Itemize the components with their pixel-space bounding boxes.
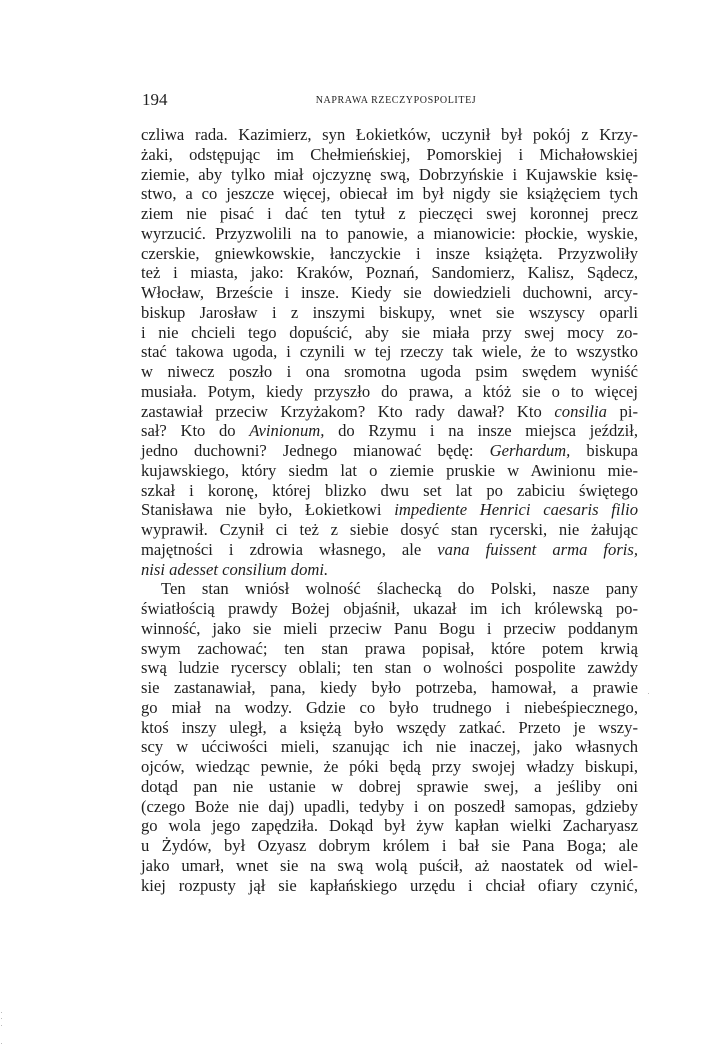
page-header bbox=[140, 90, 638, 112]
text-line bbox=[141, 303, 638, 323]
scan-speck bbox=[1, 1025, 2, 1026]
text-segment: ziem nie pisać i dać ten tytuł z pieczęci swej koronnej precz bbox=[141, 204, 638, 223]
text-line bbox=[141, 540, 638, 560]
text-segment: go miał na wodzy. Gdzie co było trudnego i niebeśpiecznego, bbox=[141, 697, 638, 717]
text-segment: pi- bbox=[606, 401, 638, 421]
italic-latin-phrase: vana fuissent arma foris, bbox=[437, 539, 638, 559]
page-number: 194 bbox=[142, 90, 168, 109]
text-line bbox=[141, 323, 638, 343]
text-line bbox=[141, 816, 638, 836]
text-line bbox=[141, 560, 638, 580]
italic-latin-phrase: impediente Henrici caesaris filio bbox=[394, 500, 638, 520]
text-line bbox=[141, 599, 638, 619]
text-line bbox=[141, 263, 638, 283]
scan-speck bbox=[1, 1043, 2, 1044]
text-segment: biskupa bbox=[570, 441, 638, 460]
text-line bbox=[141, 283, 638, 303]
text-segment: wyprawił. Czynił ci też z siebie dosyć stan rycerski, nie żałując bbox=[141, 520, 638, 539]
text-segment: winność, jako sie mieli przeciw Panu Bogu i przeciw poddanym bbox=[141, 618, 638, 638]
italic-latin-phrase: consilia bbox=[554, 401, 607, 421]
italic-latin-phrase: Gerhardum, bbox=[489, 441, 571, 460]
text-line bbox=[141, 658, 638, 678]
text-line bbox=[141, 737, 638, 757]
text-segment: musiała. Potym, kiedy przyszło do prawa, a któż sie o to więcej bbox=[141, 381, 638, 401]
text-line bbox=[141, 876, 638, 896]
text-line bbox=[141, 836, 638, 856]
italic-latin-phrase: Avinionum, bbox=[249, 421, 325, 441]
text-segment: majętności i zdrowia własnego, ale bbox=[141, 539, 438, 559]
text-line bbox=[141, 382, 638, 402]
italic-latin-phrase: nisi adesset consilium domi. bbox=[141, 559, 329, 579]
text-segment: światłością prawdy Bożej objaśnił, ukazał im ich królewską po- bbox=[141, 599, 638, 618]
text-line bbox=[141, 777, 638, 797]
text-segment: sał? Kto do bbox=[141, 421, 250, 441]
scan-speck bbox=[1, 1018, 2, 1019]
text-segment: ktoś inszy uległ, a księżą było wszędy zatkać. Przeto je wszy- bbox=[141, 717, 638, 737]
text-segment: i nie chcieli tego dopuścić, aby sie miała przy swej mocy zo- bbox=[141, 322, 638, 342]
text-segment: go wola jego zapędziła. Dokąd był żyw kapłan wielki Zacharyasz bbox=[141, 816, 638, 836]
body-text bbox=[141, 125, 638, 895]
text-segment: Ten stan wniósł wolność ślachecką do Polski, nasze pany bbox=[161, 579, 638, 599]
text-segment: żaki, odstępując im Chełmieńskiej, Pomorskiej i Michałowskiej bbox=[141, 144, 638, 164]
text-line bbox=[141, 757, 638, 777]
text-segment: kujawskiego, który siedm lat o ziemie pruskie w Awinionu mie- bbox=[141, 460, 638, 480]
text-line bbox=[141, 224, 638, 244]
text-line bbox=[141, 520, 638, 540]
text-segment: (czego Boże nie daj) upadli, tedyby i on poszedł samopas, gdzieby bbox=[141, 796, 638, 816]
text-segment: u Żydów, był Ozyasz dobrym królem i bał sie Pana Boga; ale bbox=[141, 836, 638, 855]
text-line bbox=[141, 165, 638, 185]
text-segment: scy w ućciwości mieli, szanując ich nie inaczej, jako własnych bbox=[141, 737, 638, 757]
text-line bbox=[141, 402, 638, 422]
text-segment: dotąd pan nie ustanie w dobrej sprawie swej, a jeśliby oni bbox=[141, 776, 638, 796]
text-segment: sie zastanawiał, pana, kiedy było potrzeba, hamował, a prawie bbox=[141, 678, 638, 697]
text-segment: do Rzymu i na insze miejsca jeździł, bbox=[324, 421, 638, 441]
text-segment: Stanisława nie było, Łokietkowi bbox=[141, 500, 395, 520]
text-line bbox=[141, 797, 638, 817]
text-segment: szkał i koronę, której blizko dwu set lat po zabiciu świętego bbox=[141, 480, 638, 500]
text-segment: ziemie, aby tylko miał ojczyznę swą, Dobrzyńskie i Kujawskie księ- bbox=[141, 164, 638, 184]
text-segment: jako umarł, wnet sie na swą wolą puścił, aż naostatek od wiel- bbox=[141, 855, 638, 875]
text-segment: zastawiał przeciw Krzyżakom? Kto rady dawał? Kto bbox=[141, 401, 555, 421]
text-segment: wyrzucić. Przyzwolili na to panowie, a mianowicie: płockie, wyskie, bbox=[141, 223, 638, 243]
text-line bbox=[141, 184, 638, 204]
text-segment: też i miasta, jako: Kraków, Poznań, Sandomierz, Kalisz, Sądecz, bbox=[141, 263, 638, 283]
text-segment: swym zachować; ten stan prawa popisał, które potem krwią bbox=[141, 638, 638, 658]
text-line bbox=[141, 639, 638, 659]
text-line bbox=[141, 145, 638, 165]
text-segment: czliwa rada. Kazimierz, syn Łokietków, uczynił był pokój z Krzy- bbox=[141, 125, 638, 144]
text-segment: Włocław, Brzeście i insze. Kiedy sie dowiedzieli duchowni, arcy- bbox=[141, 283, 638, 302]
text-line bbox=[141, 718, 638, 738]
running-head: NAPRAWA RZECZYPOSPOLITEJ bbox=[315, 95, 477, 106]
text-line bbox=[141, 125, 638, 145]
text-segment: ojców, wiedząc pewnie, że póki będą przy swojej władzy biskupi, bbox=[141, 757, 638, 776]
text-line bbox=[141, 481, 638, 501]
text-line bbox=[141, 678, 638, 698]
text-line bbox=[141, 342, 638, 362]
text-line bbox=[141, 500, 638, 520]
text-segment: kiej rozpusty jął sie kapłańskiego urzędu i chciał ofiary czynić, bbox=[141, 875, 638, 895]
text-line bbox=[141, 698, 638, 718]
text-segment: czerskie, gniewkowskie, łanczyckie i insze książęta. Przyzwoliły bbox=[141, 243, 638, 263]
scan-speck bbox=[648, 693, 649, 694]
text-segment: jedno duchowni? Jednego mianować będę: bbox=[141, 441, 490, 460]
text-line bbox=[141, 362, 638, 382]
text-segment: biskup Jarosław i z inszymi biskupy, wnet sie wszyscy oparli bbox=[141, 302, 638, 322]
text-line bbox=[141, 244, 638, 264]
text-segment: stać takowa ugoda, i czynili w tej rzeczy tak wiele, że to wszystko bbox=[141, 342, 638, 362]
text-segment: w niwecz poszło i ona sromotna ugoda psim swędem wyniść bbox=[141, 362, 638, 381]
text-line bbox=[141, 441, 638, 461]
text-line bbox=[141, 421, 638, 441]
text-line bbox=[141, 856, 638, 876]
text-line bbox=[141, 579, 638, 599]
scan-speck bbox=[1, 1012, 2, 1013]
text-segment: stwo, a co jeszcze więcej, obiecał im był nigdy sie książęciem tych bbox=[141, 184, 638, 204]
text-line bbox=[141, 461, 638, 481]
text-line bbox=[141, 204, 638, 224]
text-segment: swą ludzie rycerscy oblali; ten stan o wolności pospolite zawżdy bbox=[141, 658, 638, 678]
text-line bbox=[141, 619, 638, 639]
